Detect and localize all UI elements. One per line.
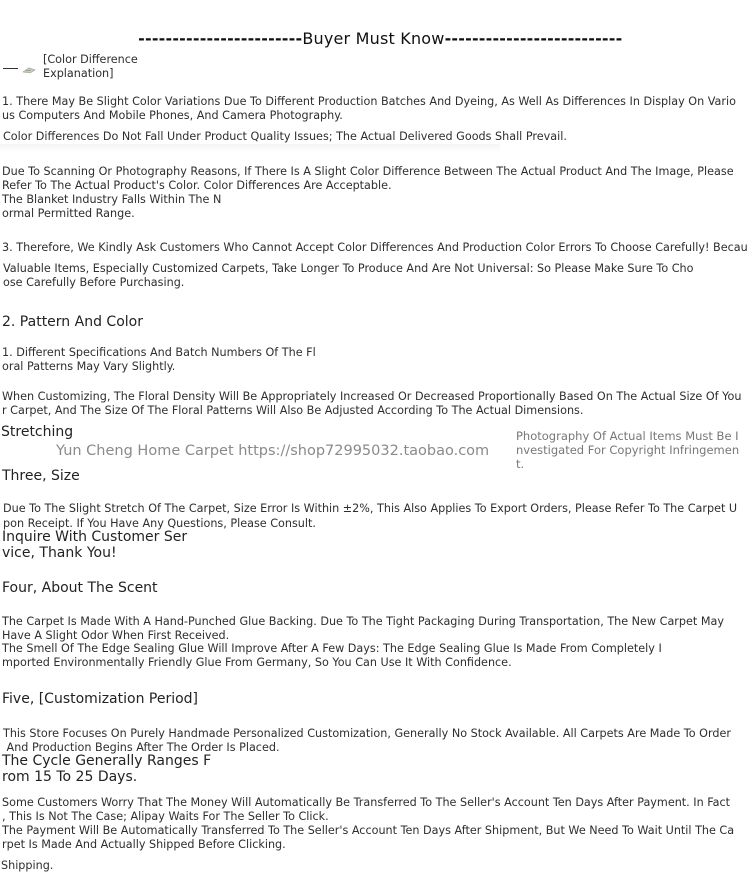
cycle-line2: rom 15 To 25 Days. [2, 769, 138, 785]
copyright-notice-line1: Photography Of Actual Items Must Be I [516, 429, 739, 443]
size-paragraph-line2: pon Receipt. If You Have Any Questions, Please Consult. [3, 517, 316, 530]
color-paragraph-3-line4: ormal Permitted Range. [2, 207, 135, 220]
copyright-notice-line2: nvestigated For Copyright Infringemen [516, 443, 740, 457]
color-paragraph-4-line3: ose Carefully Before Purchasing. [3, 276, 185, 289]
scent-paragraph-2-line1: The Smell Of The Edge Sealing Glue Will Improve After A Few Days: The Edge Sealing Glue Is Made From Completely I [2, 642, 662, 655]
inquire-line2: vice, Thank You! [2, 545, 117, 561]
divider-line [3, 68, 18, 69]
color-difference-heading-line1: [Color Difference [43, 53, 138, 66]
custom-paragraph-1-line1: This Store Focuses On Purely Handmade Personalized Customization, Generally No Stock Available. All Carpets Are Made To Order [3, 727, 731, 740]
copyright-notice-line3: t. [516, 457, 525, 471]
color-paragraph-3-line2: Refer To The Actual Product's Color. Color Differences Are Acceptable. [2, 179, 392, 192]
custom-paragraph-3-line1: The Payment Will Be Automatically Transferred To The Seller's Account Ten Days After Shipment, But We Need To Wait Until The Ca [2, 824, 735, 837]
color-paragraph-2: Color Differences Do Not Fall Under Product Quality Issues; The Actual Delivered Goods Shall Prevail. [3, 130, 567, 143]
scent-paragraph-1-line2: Have A Slight Odor When First Received. [2, 629, 230, 642]
custom-paragraph-2-line1: Some Customers Worry That The Money Will Automatically Be Transferred To The Seller's Account Ten Days After Payment. In Fact [2, 796, 731, 809]
custom-paragraph-2-line2: , This Is Not The Case; Alipay Waits For The Seller To Click. [2, 810, 329, 823]
pattern-paragraph-2-line1: When Customizing, The Floral Density Will Be Appropriately Increased Or Decreased Proportionally Based On The Actual Size Of You [2, 390, 742, 403]
title-right-dashes: -------------------------- [444, 29, 623, 48]
pattern-paragraph-1-line1: 1. Different Specifications And Batch Numbers Of The Fl [2, 346, 316, 359]
color-paragraph-3-line1: Due To Scanning Or Photography Reasons, If There Is A Slight Color Difference Between The Actual Product And The Image, Please [2, 165, 734, 178]
size-heading: Three, Size [2, 468, 80, 484]
page-title [0, 10, 750, 48]
color-paragraph-4-line2: Valuable Items, Especially Customized Carpets, Take Longer To Produce And Are Not Universal: So Please Make Sure To Cho [3, 262, 694, 275]
pattern-paragraph-2-line2: r Carpet, And The Size Of The Floral Patterns Will Also Be Adjusted According To The Actual Dimensions. [2, 404, 584, 417]
custom-paragraph-1-line2: And Production Begins After The Order Is Placed. [3, 741, 280, 754]
pattern-paragraph-1-line2: oral Patterns May Vary Slightly. [2, 360, 176, 373]
scent-paragraph-2-line2: mported Environmentally Friendly Glue From Germany, So You Can Use It With Confidence. [2, 656, 512, 669]
shipping-text: Shipping. [1, 859, 54, 872]
color-paragraph-3-line3: The Blanket Industry Falls Within The N [2, 193, 222, 206]
inquire-line1: Inquire With Customer Ser [2, 529, 188, 545]
shop-watermark: Yun Cheng Home Carpet https://shop72995032.taobao.com [56, 443, 490, 459]
pattern-heading: 2. Pattern And Color [2, 314, 143, 330]
faded-band [0, 144, 500, 152]
title-text: Buyer Must Know [302, 29, 445, 48]
small-carpet-icon [22, 66, 36, 74]
stretching-label: Stretching [1, 424, 74, 440]
color-paragraph-1-line2: us Computers And Mobile Phones, And Camera Photography. [2, 109, 343, 122]
scent-heading: Four, About The Scent [2, 580, 158, 596]
cycle-line1: The Cycle Generally Ranges F [2, 753, 212, 769]
customization-heading: Five, [Customization Period] [2, 691, 199, 707]
color-paragraph-4-line1: 3. Therefore, We Kindly Ask Customers Who Cannot Accept Color Differences And Production Color Errors To Choose Carefully! Becau [2, 241, 748, 254]
scent-paragraph-1-line1: The Carpet Is Made With A Hand-Punched Glue Backing. Due To The Tight Packaging During Transportation, The New Carpet May [2, 615, 724, 628]
color-paragraph-1-line1: 1. There May Be Slight Color Variations Due To Different Production Batches And Dyeing, As Well As Differences In Display On Vario [2, 95, 736, 108]
color-difference-heading-line2: Explanation] [43, 67, 114, 80]
title-left-dashes: ------------------------ [138, 29, 303, 48]
custom-paragraph-3-line2: rpet Is Made And Actually Shipped Before Clicking. [2, 838, 286, 851]
size-paragraph-line1: Due To The Slight Stretch Of The Carpet, Size Error Is Within ±2%, This Also Applies To Export Orders, Please Refer To The Carpet U [3, 502, 738, 515]
